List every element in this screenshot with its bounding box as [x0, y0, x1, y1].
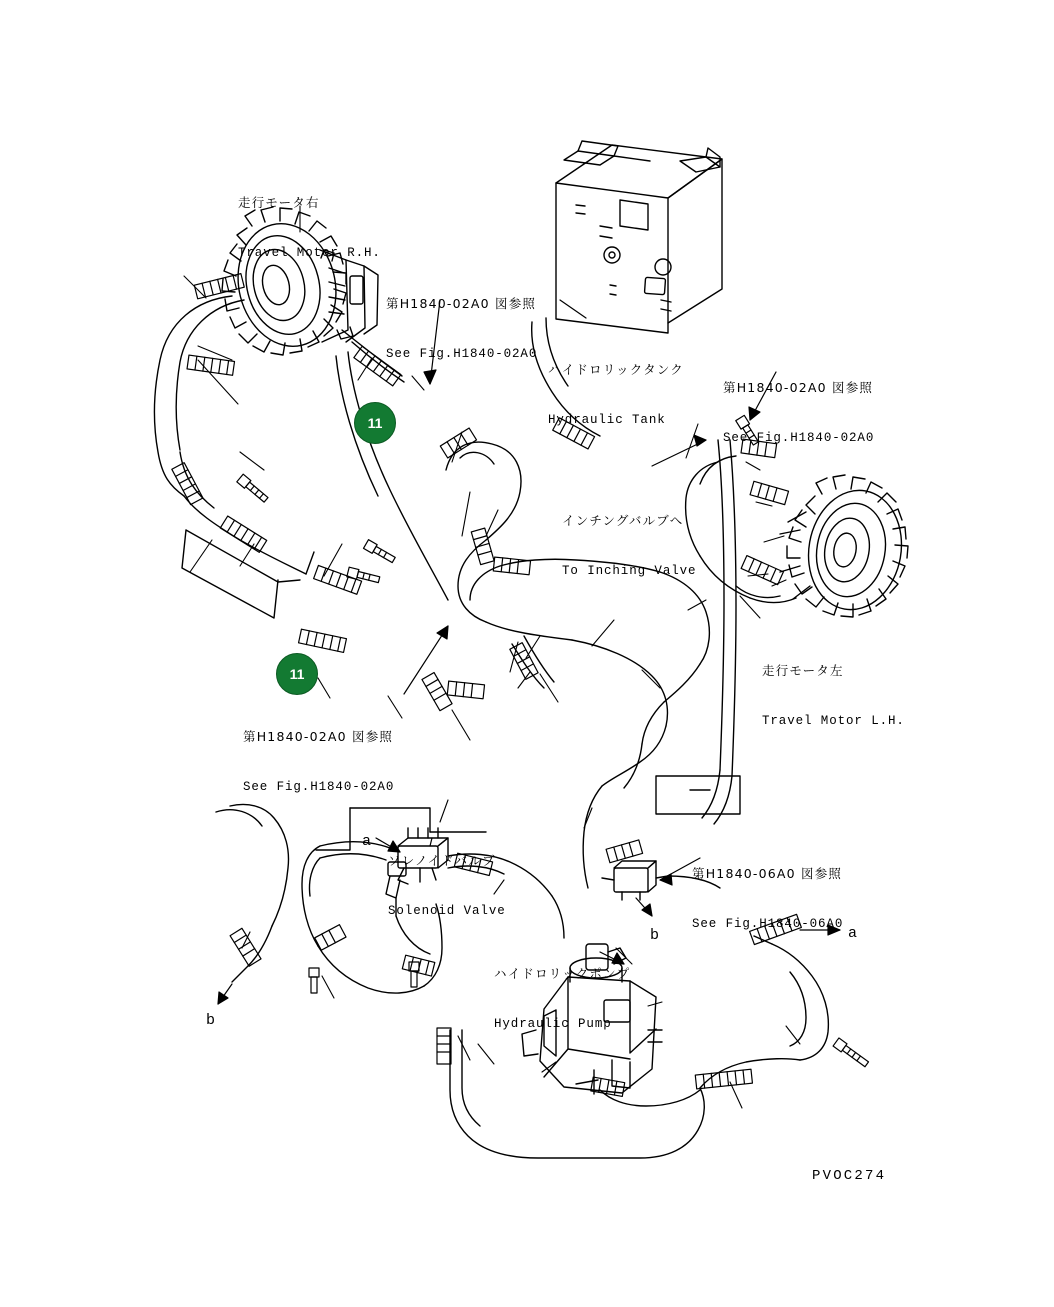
- label-travel-motor-lh: [762, 628, 905, 764]
- label-see-fig-left-en: See Fig.H1840-02A0: [243, 780, 395, 794]
- label-see-fig-right-en: See Fig.H1840-02A0: [723, 431, 875, 445]
- label-see-fig-h1840-02a0-right: [723, 345, 874, 481]
- label-to-inching-valve-jp: インチングバルブへ: [562, 513, 684, 528]
- label-see-fig-h1840-02a0-top: [386, 261, 537, 397]
- marker-a-left: a: [362, 833, 372, 850]
- label-see-fig-top-en: See Fig.H1840-02A0: [386, 347, 538, 361]
- label-see-fig-top-jp: 第H1840-02A0 図参照: [386, 296, 537, 311]
- label-solenoid-valve-jp: ソレノイドバルブ: [388, 853, 496, 868]
- marker-b-left: b: [206, 1012, 216, 1029]
- marker-b-right: b: [650, 927, 660, 944]
- label-to-inching-valve-en: To Inching Valve: [562, 564, 697, 578]
- label-to-inching-valve: [562, 478, 696, 614]
- label-travel-motor-lh-en: Travel Motor L.H.: [762, 714, 905, 728]
- connector-block-06a0: [602, 861, 668, 900]
- label-see-fig-h1840-02a0-left: [243, 694, 394, 830]
- callout-11-upper[interactable]: 11: [354, 402, 396, 444]
- label-see-fig-06a0-en: See Fig.H1840-06A0: [692, 917, 844, 931]
- label-solenoid-valve-en: Solenoid Valve: [388, 904, 506, 918]
- marker-a-right: a: [848, 925, 858, 942]
- callout-11-lower[interactable]: 11: [276, 653, 318, 695]
- label-travel-motor-lh-jp: 走行モータ左: [762, 663, 844, 678]
- label-hydraulic-pump-en: Hydraulic Pump: [494, 1017, 612, 1031]
- hose-fittings: [172, 274, 802, 1097]
- label-hydraulic-pump-jp: ハイドロリックポンプ: [494, 966, 631, 981]
- label-hydraulic-pump: [494, 931, 631, 1067]
- hydraulic-tank-assembly: [556, 141, 722, 333]
- label-see-fig-06a0-jp: 第H1840-06A0 図参照: [692, 866, 843, 881]
- label-see-fig-right-jp: 第H1840-02A0 図参照: [723, 380, 874, 395]
- label-travel-motor-rh-jp: 走行モータ右: [238, 195, 320, 210]
- figure-code: PVOC274: [812, 1168, 887, 1184]
- label-travel-motor-rh: [238, 160, 381, 296]
- label-solenoid-valve: [388, 818, 506, 954]
- label-see-fig-left-jp: 第H1840-02A0 図参照: [243, 729, 394, 744]
- label-see-fig-h1840-06a0: [692, 831, 843, 967]
- label-hydraulic-tank-jp: ハイドロリックタンク: [548, 362, 685, 377]
- label-hydraulic-tank: [548, 327, 684, 463]
- travel-motor-lh-assembly: [780, 475, 911, 617]
- label-travel-motor-rh-en: Travel Motor R.H.: [238, 246, 381, 260]
- label-hydraulic-tank-en: Hydraulic Tank: [548, 413, 666, 427]
